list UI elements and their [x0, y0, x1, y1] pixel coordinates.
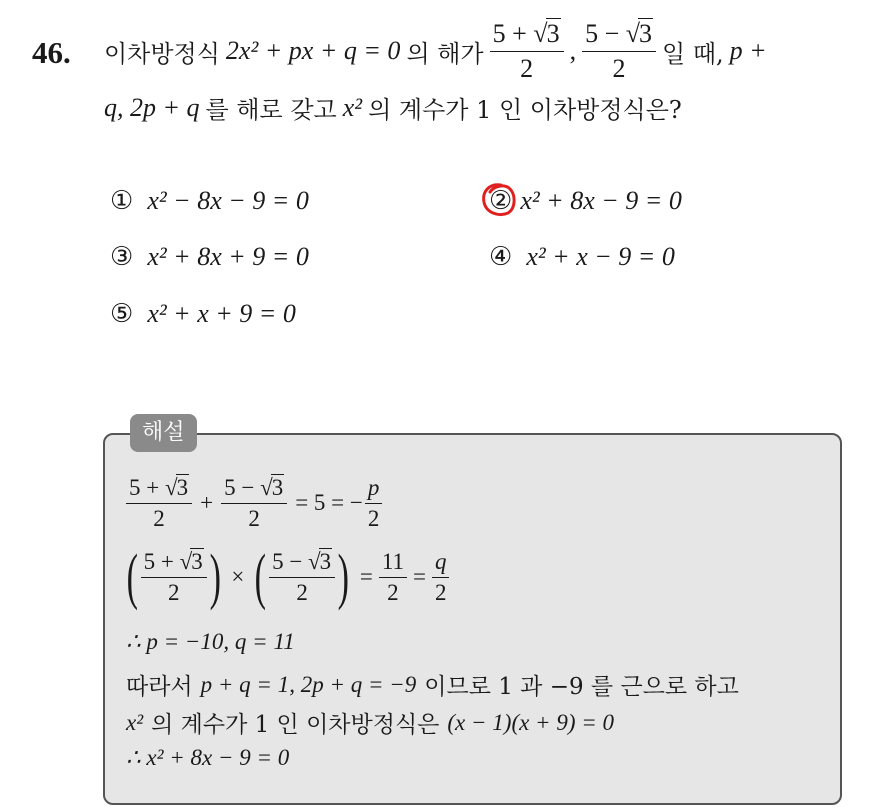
right-paren: ) [337, 543, 350, 611]
sqrt-symbol: √ 3 [260, 475, 284, 500]
choice-1[interactable] [110, 186, 309, 216]
root1-numerator: 5 + [492, 19, 527, 48]
question-text-math: q, 2p + q [104, 92, 200, 122]
fraction-numerator: 11 [381, 548, 404, 574]
sqrt-symbol: √ 3 [533, 19, 560, 48]
choice-number: ① [110, 186, 134, 216]
solution-product-line [122, 543, 449, 611]
sqrt-symbol: √ 3 [164, 475, 189, 500]
sum-result: = 5 = − [295, 490, 363, 515]
sqrt-symbol: √ 3 [308, 549, 332, 574]
left-paren: ( [255, 543, 267, 611]
choice-expression: x² + 8x − 9 = 0 [520, 186, 682, 215]
solution-text: 이므로 1 과 −9 를 근으로 하고 [424, 674, 739, 700]
right-paren: ) [209, 543, 221, 611]
plus-sign: + [200, 490, 214, 515]
sqrt-symbol: √ 3 [625, 19, 653, 48]
left-paren: ( [126, 543, 139, 611]
choice-expression: x² + x + 9 = 0 [147, 299, 296, 328]
therefore-answer-line: ∴ x² + 8x − 9 = 0 [126, 745, 290, 770]
solution-math: x² [126, 709, 144, 735]
solution-line-5 [126, 706, 614, 739]
root2-denominator: 2 [612, 54, 626, 83]
therefore-pq-line: ∴ p = −10, q = 11 [126, 629, 295, 654]
question-text: 의 계수가 1 인 이차방정식은? [368, 96, 682, 124]
comma: , [569, 36, 577, 65]
question-equation: 2x² + px + q = 0 [225, 36, 401, 65]
radicand: 3 [319, 549, 332, 574]
fraction-denominator: 2 [153, 506, 165, 531]
fraction-numerator: 5 − [272, 549, 303, 574]
sqrt-symbol: √ 3 [179, 549, 203, 574]
choice-3[interactable] [110, 242, 309, 272]
fraction-numerator: q [434, 548, 447, 574]
root2-radicand: 3 [639, 19, 653, 48]
root-fraction-2 [582, 18, 656, 84]
question-text: 일 때, [662, 39, 724, 68]
fraction-denominator: 2 [167, 580, 180, 605]
choice-number-wrap [489, 186, 512, 216]
question-number: 46. [32, 35, 71, 70]
question-text: 이차방정식 [104, 39, 220, 68]
question-text-math: x² [342, 92, 363, 122]
choice-expression: x² − 8x − 9 = 0 [147, 186, 309, 215]
fraction-denominator: 2 [248, 506, 260, 531]
sum-fraction-2 [221, 474, 287, 532]
radicand: 3 [176, 475, 189, 500]
fraction-numerator: 5 + [129, 475, 160, 500]
solution-badge: 해설 [130, 414, 197, 452]
choice-2[interactable] [489, 186, 682, 216]
choice-number: ② [489, 186, 513, 216]
solution-line-4 [126, 668, 739, 701]
question-text: 를 해로 갖고 [205, 96, 337, 124]
p-over-2-fraction [365, 475, 383, 532]
sum-fraction-1 [126, 474, 192, 532]
selected-circle-mark [479, 180, 519, 220]
fraction-denominator: 2 [434, 579, 447, 605]
question-line-2 [104, 90, 682, 125]
fraction-denominator: 2 [387, 579, 399, 605]
root1-radicand: 3 [546, 19, 560, 48]
choice-expression: x² + 8x + 9 = 0 [147, 242, 309, 271]
choice-number: ④ [489, 242, 513, 272]
question-line-1 [104, 18, 767, 84]
solution-sum-line [126, 474, 382, 532]
solution-math: p + q = 1, 2p + q = −9 [200, 671, 417, 697]
product-fraction-2 [269, 548, 335, 606]
solution-text: 의 계수가 1 인 이차방정식은 [151, 712, 440, 738]
solution-text: 따라서 [126, 674, 193, 700]
choice-number: ③ [110, 242, 134, 272]
radicand: 3 [271, 475, 284, 500]
choice-expression: x² + x − 9 = 0 [526, 242, 675, 271]
fraction-numerator: 5 + [143, 549, 174, 574]
choice-4[interactable] [489, 242, 675, 272]
question-text: 의 해가 [406, 39, 484, 68]
choice-5[interactable] [110, 299, 296, 329]
times-sign: × [231, 564, 245, 589]
radicand: 3 [191, 549, 203, 574]
equals-sign: = [359, 564, 373, 589]
choice-number: ⑤ [110, 299, 134, 329]
fraction-numerator: p [367, 474, 380, 500]
fraction-denominator: 2 [367, 505, 380, 531]
fraction-denominator: 2 [296, 580, 308, 605]
question-text-math: p + [729, 36, 767, 65]
solution-math: (x − 1)(x + 9) = 0 [447, 709, 615, 735]
q-over-2-fraction [432, 549, 450, 606]
root2-numerator: 5 − [585, 19, 620, 48]
fraction-numerator: 5 − [224, 475, 255, 500]
equals-sign: = [412, 564, 426, 589]
product-fraction-1 [141, 548, 207, 606]
root-fraction-1 [490, 18, 564, 84]
root1-denominator: 2 [520, 54, 534, 83]
eleven-halves-fraction [379, 549, 407, 606]
